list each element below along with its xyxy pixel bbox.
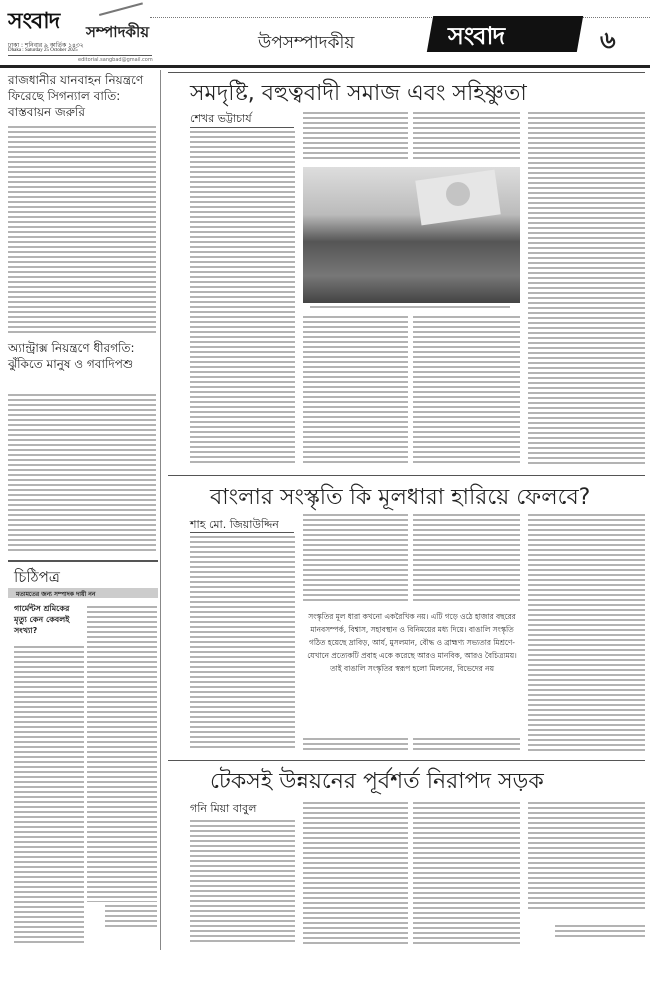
article2-col3b: [413, 738, 520, 752]
article3-col2: [303, 802, 408, 945]
letter-signature: [105, 905, 157, 927]
article3-col3: [413, 802, 520, 945]
article1-col1: [190, 131, 295, 466]
letters-title: চিঠিপত্র: [14, 568, 60, 586]
editorial1-body: [8, 126, 156, 334]
article2-top-rule: [168, 475, 645, 476]
flag-sun: [446, 182, 470, 206]
letters-disclaimer: মতামতের জন্য সম্পাদক দায়ী নন: [16, 591, 96, 598]
letters-rule: [8, 560, 158, 562]
letter-body-col1: [14, 646, 84, 946]
article2-title: বাংলার সংস্কৃতি কি মূলধারা হারিয়ে ফেলবে?: [210, 485, 591, 510]
masthead-underline: [8, 55, 152, 56]
section-center: উপসম্পাদকীয়: [258, 33, 355, 53]
editorial1-title: রাজধানীর যানবাহন নিয়ন্ত্রণে ফিরেছে সিগন্যাল বাতি: বাস্তবায়ন জরুরি: [8, 73, 144, 119]
logo-left: সংবাদ: [8, 8, 60, 34]
editorial2-title: অ্যান্ট্রাক্স নিয়ন্ত্রণে ধীরগতি: ঝুঁকিতে মানুষ ও গবাদিপশু: [8, 341, 135, 371]
article3-title: টেকসই উন্নয়নের পূর্বশর্ত নিরাপদ সড়ক: [210, 769, 544, 794]
article1-byline: শেখর ভট্টাচার্য: [190, 112, 252, 125]
article2-col1: [190, 536, 295, 751]
byline-rule: [190, 127, 294, 128]
photo-caption: [310, 306, 510, 310]
letter-title: গার্মেন্টস শ্রমিকের মৃত্যু কেন কেবলই সংখ্যা?: [14, 604, 70, 635]
article3-byline: গনি মিয়া বাবুল: [190, 802, 257, 815]
byline-rule: [190, 532, 294, 533]
article1-photo: [303, 167, 520, 303]
date-en: Dhaka : Saturday 25 October 2025: [8, 48, 78, 53]
article3-top-rule: [168, 760, 645, 761]
article1-title: সমদৃষ্টি, বহুত্ববাদী সমাজ এবং সহিষ্ণুতা: [190, 81, 527, 106]
article2-col2b: [303, 738, 408, 752]
article1-col3: [413, 112, 520, 162]
article3-col1: [190, 820, 295, 945]
article1-col2: [303, 112, 408, 162]
article2-col3: [413, 514, 520, 602]
article1-col2b: [303, 316, 408, 466]
article3-col4: [528, 802, 645, 910]
article1-col3b: [413, 316, 520, 466]
article2-col4: [528, 514, 645, 752]
column-divider: [160, 70, 161, 950]
page-number: ৬: [600, 26, 616, 54]
article2-col2: [303, 514, 408, 602]
section-left: সম্পাদকীয়: [86, 23, 150, 41]
editorial2-body: [8, 394, 156, 552]
article2-pullquote: সংস্কৃতির মূল ধারা কখনো একরৈখিক নয়। এটি গড়ে ওঠে হাজার বছরের মানবসম্পর্ক, বিশ্বাস, সহাবস্থান ও বিনিময়ের মধ্য দিয়ে। বাঙালি সংস্কৃতি গঠিত হয়েছে দ্রাবিড়, আর্য, মুসলমান, বৌদ্ধ ও ব্রাহ্মণ্য সভ্যতার মিশ্রণে-যেখানে প্রত্যেকটি প্রবাহ একে করেছে আরও মানবিক, আরও বৈচিত্র্যময়। তাই বাঙালি সংস্কৃতির স্বরূপ হলো মিলনের, বিভেদের নয়: [307, 612, 517, 673]
article1-col4: [528, 112, 645, 466]
article1-top-rule: [168, 72, 645, 73]
masthead-rule: [0, 65, 650, 68]
logo-right: সংবাদ: [448, 21, 505, 50]
article2-byline: শাহ মো. জিয়াউদ্দিন: [190, 518, 279, 531]
date-bn: ঢাকা : শনিবার ৯ কার্তিক ১৪৩২: [8, 42, 84, 49]
letter-body-col2: [87, 606, 157, 902]
email: editorial.sangbad@gmail.com: [78, 57, 153, 63]
article3-author-note: [555, 925, 645, 939]
